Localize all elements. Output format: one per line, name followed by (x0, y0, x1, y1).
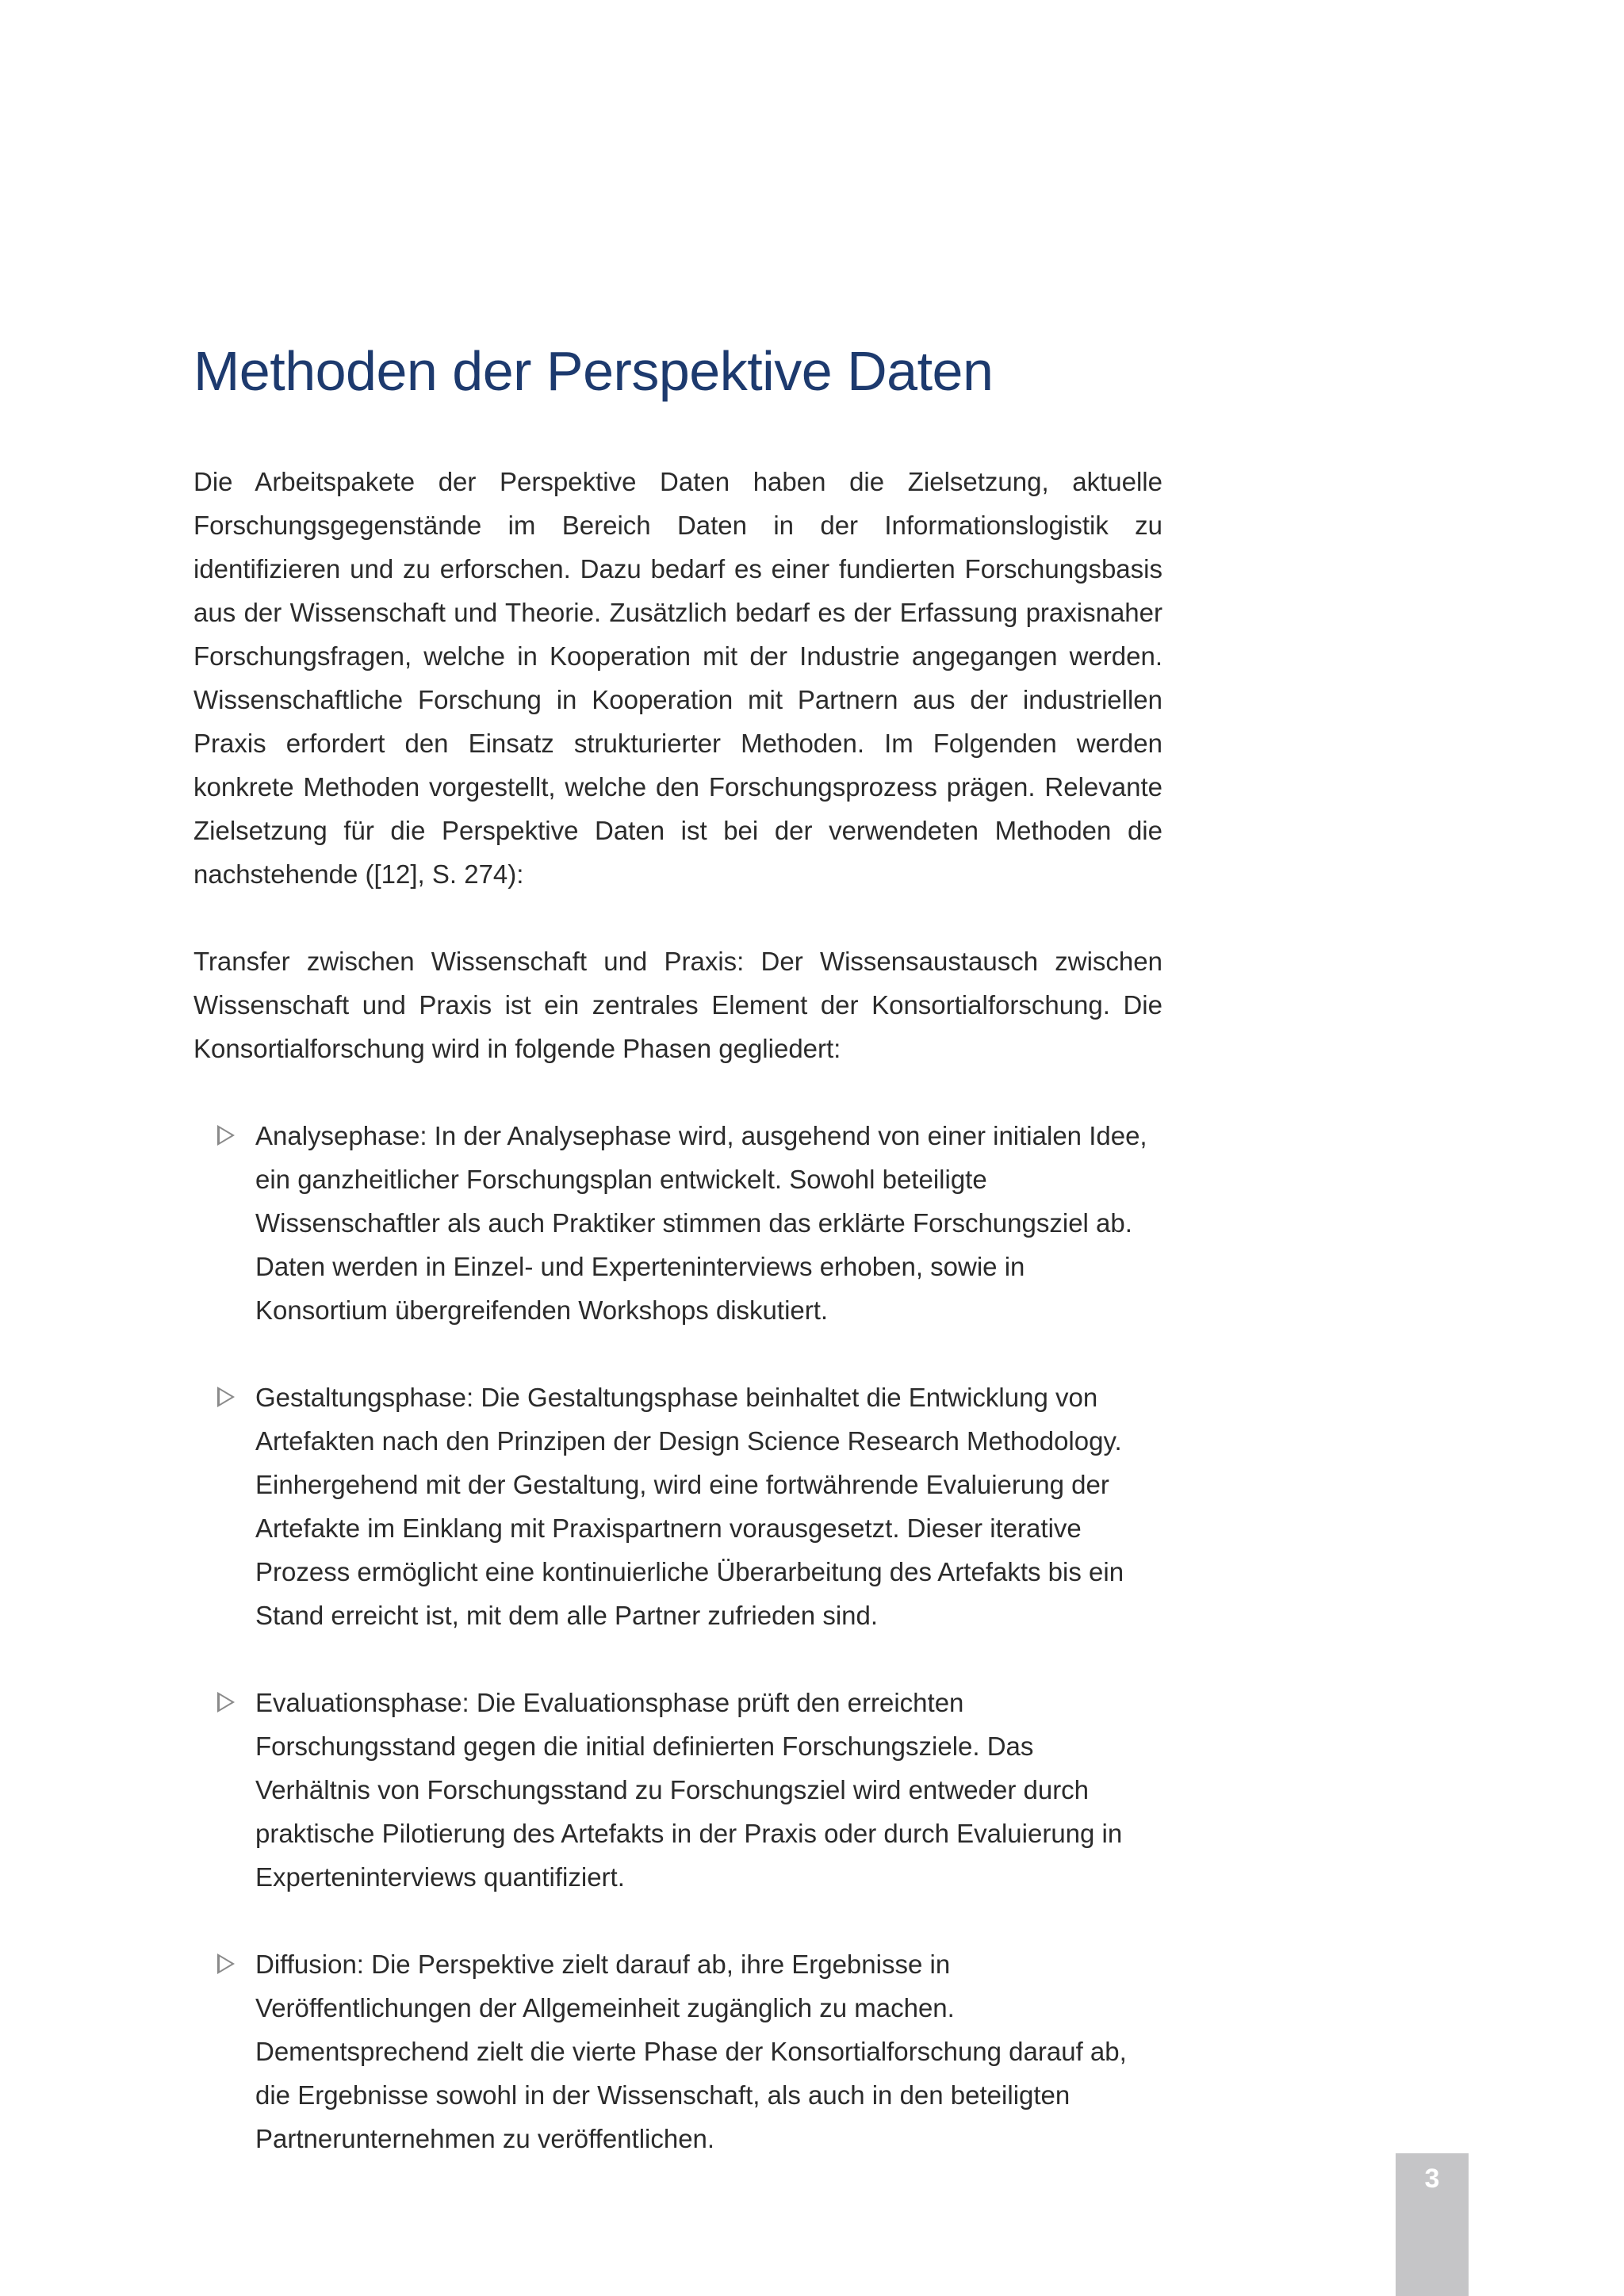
triangle-outline-right-icon (217, 1954, 235, 1974)
intro-paragraph: Die Arbeitspakete der Perspektive Daten haben die Zielsetzung, aktuelle Forschungsgegenstände im Bereich Daten in der Informationslogistik zu identifizieren und zu erforschen. Dazu bedarf es einer fundierten Forschungsbasis aus der Wissenschaft und Theorie. Zusätzlich bedarf es der Erfassung praxisnaher Forschungsfragen, welche in Kooperation mit der Industrie angegangen werden. Wissenschaftliche Forschung in Kooperation mit Partnern aus der industriellen Praxis erfordert den Einsatz strukturierter Methoden. Im Folgenden werden konkrete Methoden vorgestellt, welche den Forschungsprozess prägen. Relevante Zielsetzung für die Perspektive Daten ist bei der verwendeten Methoden die nachstehende ([12], S. 274): (193, 467, 1162, 889)
triangle-outline-right-icon (217, 1125, 235, 1146)
list-item-gestaltungsphase (193, 1376, 1151, 1637)
document-body (193, 460, 1162, 2204)
triangle-outline-right-icon (217, 1387, 235, 1407)
list-item-text: Gestaltungsphase: Die Gestaltungsphase beinhaltet die Entwicklung von Artefakten nach den Prinzipen der Design Science Research Methodology. Einhergehend mit der Gestaltung, wird eine fortwährende Evaluierung der Artefakte im Einklang mit Praxispartnern vorausgesetzt. Dieser iterative Prozess ermöglicht eine kontinuierliche Überarbeitung des Artefakts bis ein Stand erreicht ist, mit dem alle Partner zufrieden sind. (255, 1383, 1124, 1630)
list-item-diffusion (193, 1942, 1151, 2160)
list-item-analysephase (193, 1114, 1151, 1332)
list-item-text: Diffusion: Die Perspektive zielt darauf ab, ihre Ergebnisse in Veröffentlichungen der Allgemeinheit zugänglich zu machen. Dementsprechend zielt die vierte Phase der Konsortialforschung darauf ab, die Ergebnisse sowohl in der Wissenschaft, als auch in den beteiligten Partnerunternehmen zu veröffentlichen. (255, 1950, 1127, 2153)
transfer-paragraph: Transfer zwischen Wissenschaft und Praxis: Der Wissensaustausch zwischen Wissenschaft und Praxis ist ein zentrales Element der Konsortialforschung. Die Konsortialforschung wird in folgende Phasen gegliedert: (193, 947, 1162, 1063)
page-title: Methoden der Perspektive Daten (193, 340, 994, 402)
list-item-text: Analysephase: In der Analysephase wird, ausgehend von einer initialen Idee, ein ganzheitlicher Forschungsplan entwickelt. Sowohl beteiligte Wissenschaftler als auch Praktiker stimmen das erklärte Forschungsziel ab. Daten werden in Einzel- und Experteninterviews erhoben, sowie in Konsortium übergreifenden Workshops diskutiert. (255, 1121, 1147, 1325)
page-number: 3 (1424, 2164, 1440, 2194)
page-number-tab (1396, 2153, 1469, 2296)
list-item-evaluationsphase (193, 1681, 1151, 1899)
phase-list (193, 1114, 1162, 2160)
list-item-text: Evaluationsphase: Die Evaluationsphase prüft den erreichten Forschungsstand gegen die initial definierten Forschungsziele. Das Verhältnis von Forschungsstand zu Forschungsziel wird entweder durch praktische Pilotierung des Artefakts in der Praxis oder durch Evaluierung in Experteninterviews quantifiziert. (255, 1688, 1123, 1892)
triangle-outline-right-icon (217, 1692, 235, 1712)
